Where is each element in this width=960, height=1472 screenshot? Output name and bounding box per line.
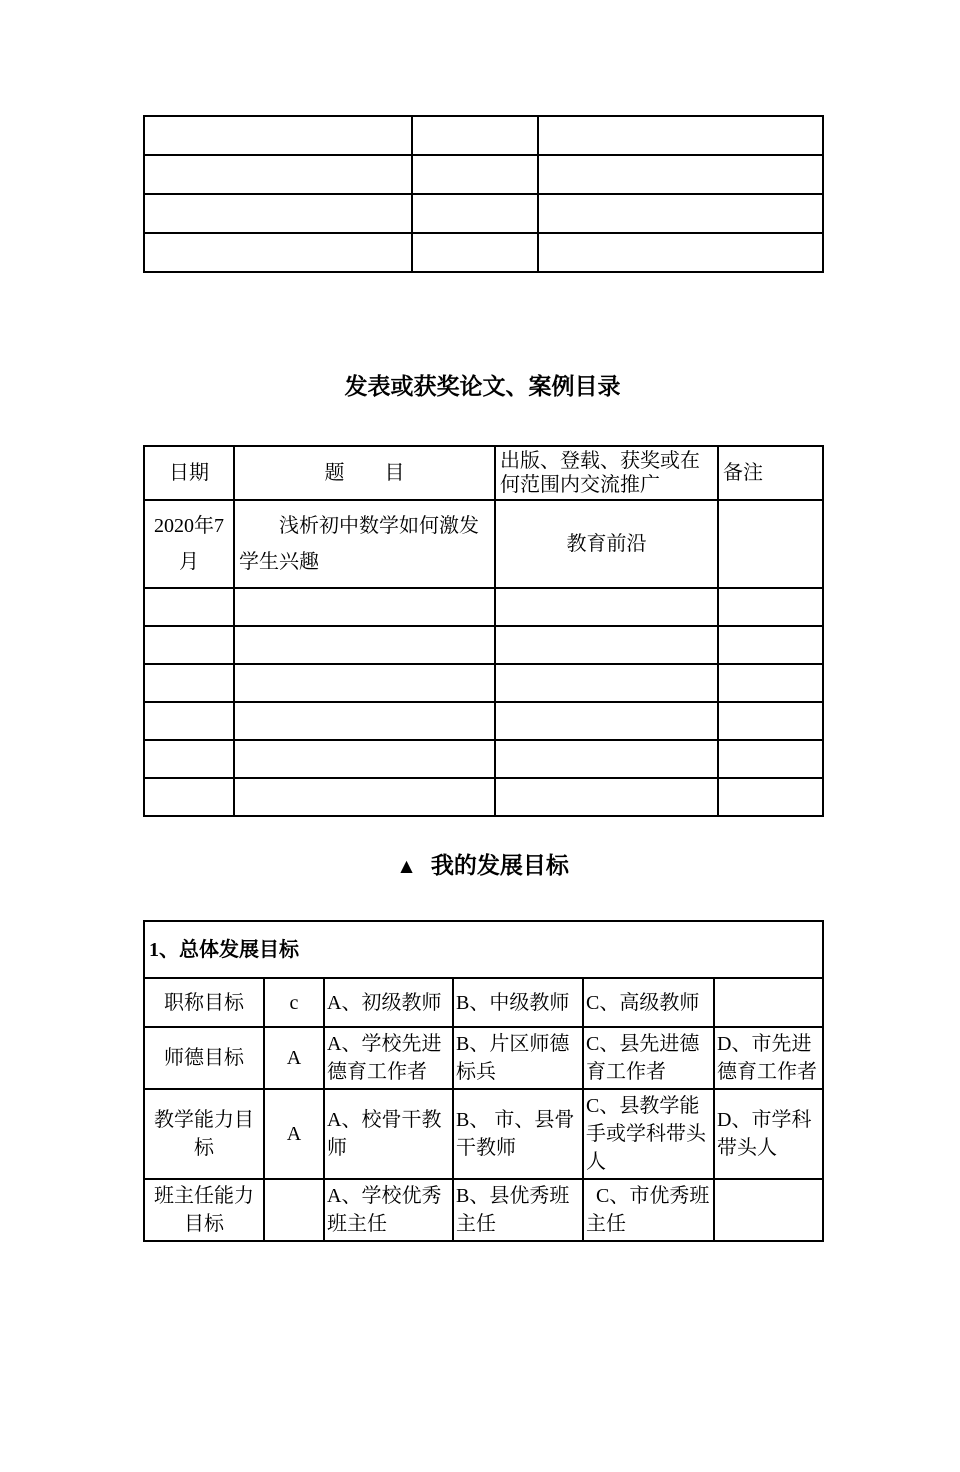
row-level: A [264,1089,324,1179]
empty-cell [144,588,234,626]
table-row [144,588,823,626]
goals-caption-row [144,921,823,978]
header-title: 题 目 [234,446,495,500]
empty-cell [144,233,412,272]
option-a: A、初级教师 [324,978,453,1027]
empty-cell [144,116,412,155]
row-label: 职称目标 [144,978,264,1027]
empty-cell [234,588,495,626]
empty-cell [412,194,538,233]
empty-cell [718,626,823,664]
goals-row-teaching-target [144,1089,823,1179]
empty-cell [144,740,234,778]
entry-date: 2020年7月 [144,500,234,588]
empty-cell [144,155,412,194]
header-publication: 出版、登载、获奖或在何范围内交流推广 [495,446,718,500]
option-c: C、市优秀班主任 [583,1179,714,1241]
goals-title-text: 我的发展目标 [430,853,569,878]
entry-remark [718,500,823,588]
table-row [144,233,823,272]
option-b: B、 市、县骨干教师 [453,1089,583,1179]
empty-cell [144,778,234,816]
option-c: C、县教学能手或学科带头人 [583,1089,714,1179]
empty-cell [412,155,538,194]
table-row [144,740,823,778]
option-d: D、市学科带头人 [714,1089,823,1179]
goals-row-headteacher-target [144,1179,823,1241]
empty-cell [718,702,823,740]
goals-caption: 1、总体发展目标 [144,921,823,978]
empty-cell [538,194,823,233]
empty-cell [412,233,538,272]
option-b: B、县优秀班主任 [453,1179,583,1241]
row-label: 教学能力目标 [144,1089,264,1179]
papers-entry-row [144,500,823,588]
empty-cell [234,664,495,702]
empty-cell [538,116,823,155]
goals-row-title-target [144,978,823,1027]
option-a: A、学校优秀班主任 [324,1179,453,1241]
option-c: C、高级教师 [583,978,714,1027]
row-level [264,1179,324,1241]
empty-cell [495,626,718,664]
empty-cell [495,664,718,702]
table-row [144,778,823,816]
empty-cell [234,626,495,664]
empty-cell [495,778,718,816]
empty-cell [144,626,234,664]
row-label: 师德目标 [144,1027,264,1089]
entry-publication: 教育前沿 [495,500,718,588]
table-row [144,194,823,233]
empty-cell [144,194,412,233]
goals-section-title [143,851,822,881]
table-row [144,664,823,702]
papers-section-title: 发表或获奖论文、案例目录 [344,374,621,399]
entry-title: 浅析初中数学如何激发学生兴趣 [234,500,495,588]
option-b: B、中级教师 [453,978,583,1027]
empty-cell [495,702,718,740]
empty-cell [718,588,823,626]
empty-cell [718,778,823,816]
table-row [144,116,823,155]
option-a: A、学校先进德育工作者 [324,1027,453,1089]
empty-cell [718,740,823,778]
empty-cell [538,233,823,272]
table-row [144,626,823,664]
empty-cell [234,740,495,778]
option-d [714,1179,823,1241]
empty-cell [495,588,718,626]
table-row [144,155,823,194]
empty-cell [234,778,495,816]
papers-header-row [144,446,823,500]
option-d [714,978,823,1027]
option-b: B、片区师德标兵 [453,1027,583,1089]
triangle-icon: ▲ [396,854,417,878]
empty-cell [538,155,823,194]
row-level: c [264,978,324,1027]
header-date: 日期 [144,446,234,500]
page-content [143,115,822,1242]
row-label: 班主任能力目标 [144,1179,264,1241]
goals-row-ethics-target [144,1027,823,1089]
empty-cell [495,740,718,778]
table-row [144,702,823,740]
empty-cell [234,702,495,740]
header-remark: 备注 [718,446,823,500]
goals-table [143,920,824,1242]
option-a: A、校骨干教师 [324,1089,453,1179]
row-level: A [264,1027,324,1089]
empty-cell [412,116,538,155]
empty-cell [144,702,234,740]
papers-table [143,445,824,817]
option-c: C、县先进德育工作者 [583,1027,714,1089]
empty-cell [718,664,823,702]
top-empty-table [143,115,824,273]
empty-cell [144,664,234,702]
option-d: D、市先进德育工作者 [714,1027,823,1089]
document-page [0,115,960,1472]
